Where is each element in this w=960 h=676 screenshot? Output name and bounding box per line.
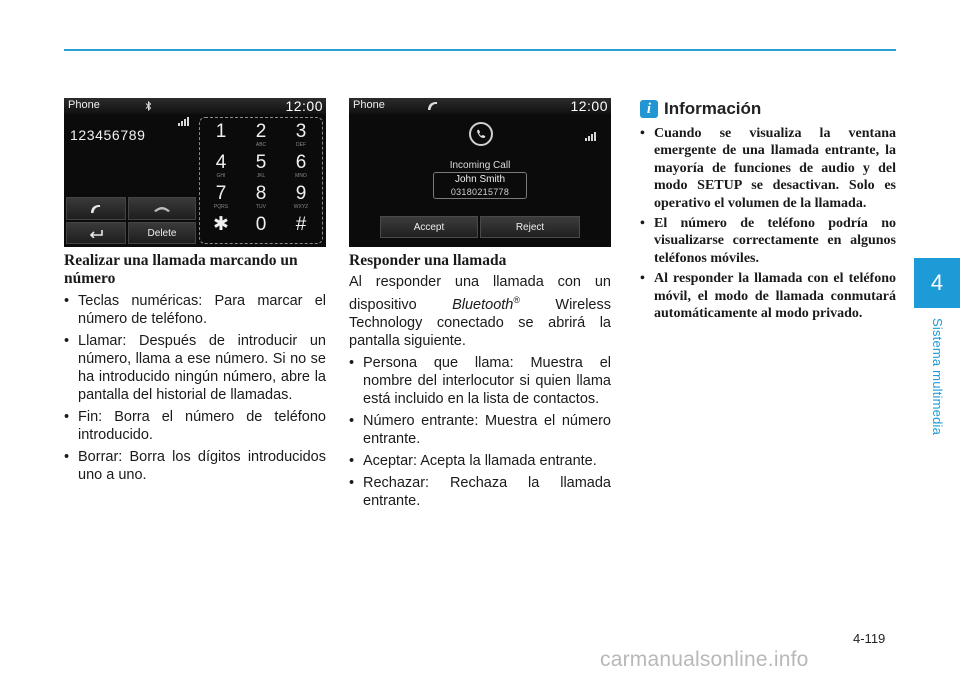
list-item: • Cuando se visualiza la ventana emergente de una llamada entrante, la mayoría de funciones de audio y del modo SETUP se desactivan. Solo es operativo el volumen de la llamada. [640, 125, 896, 212]
bullet-list [349, 354, 611, 510]
phone-handset-icon [427, 101, 438, 111]
dialed-number: 123456789 [70, 127, 146, 143]
list-item: • Fin: Borra el número de teléfono introducido. [64, 408, 326, 444]
numeric-keypad [199, 117, 323, 244]
call-icon [89, 203, 103, 215]
dial-pad-screenshot [64, 98, 326, 247]
list-item: • Rechazar: Rechaza la llamada entrante. [349, 474, 611, 510]
info-icon: i [640, 100, 658, 118]
screen-header [64, 98, 326, 114]
screen-time: 12:00 [285, 98, 323, 114]
list-item: • Persona que llama: Muestra el nombre del interlocutor si quien llama está incluido en la lista de contactos. [349, 354, 611, 408]
chapter-label-text: Sistema multimedia [930, 318, 945, 436]
back-arrow-icon [88, 228, 104, 238]
bluetooth-brand: Bluetooth [452, 296, 514, 313]
key-3[interactable]: 3 DEF [295, 121, 307, 148]
key-hash[interactable]: # [295, 214, 307, 235]
key-1[interactable]: 1 [215, 121, 227, 142]
caller-number: 03180215778 [450, 187, 510, 197]
list-item: • Teclas numéricas: Para marcar el número de teléfono. [64, 292, 326, 328]
key-5[interactable]: 5 JKL [255, 152, 267, 179]
delete-button[interactable]: Delete [128, 222, 196, 244]
screen-header [349, 98, 611, 114]
signal-icon [585, 131, 599, 141]
info-bullet-list [640, 125, 896, 322]
page-number: 4-119 [853, 631, 886, 646]
section-heading: Realizar una llamada marcando un número [64, 252, 298, 287]
header-rule [64, 49, 896, 51]
key-6[interactable]: 6 MNO [295, 152, 307, 179]
watermark: carmanualsonline.info [600, 648, 809, 671]
back-button[interactable] [66, 222, 126, 244]
list-item: • El número de teléfono podría no visualizarse correctamente en algunos teléfonos móviles. [640, 215, 896, 267]
accept-button[interactable]: Accept [380, 216, 478, 238]
end-call-icon [153, 204, 171, 214]
key-0[interactable]: 0 [255, 214, 267, 235]
bullet-list [64, 292, 326, 484]
screen-title: Phone [68, 99, 100, 111]
intro-paragraph: Al responder una llamada con un dispositivo Bluetooth® Wireless Technology conectado se abrirá la pantalla siguiente. [349, 274, 611, 349]
key-7[interactable]: 7 PQRS [213, 183, 229, 210]
key-8[interactable]: 8 TUV [255, 183, 267, 210]
key-4[interactable]: 4 GHI [215, 152, 227, 179]
section-heading: Responder una llamada [349, 252, 507, 269]
incoming-call-screenshot [349, 98, 611, 247]
end-call-button[interactable] [128, 197, 196, 220]
incoming-call-label: Incoming Call [449, 160, 511, 171]
reject-button[interactable]: Reject [480, 216, 580, 238]
incoming-call-icon [469, 122, 493, 146]
list-item: • Aceptar: Acepta la llamada entrante. [349, 452, 611, 470]
caller-name: John Smith [454, 174, 506, 185]
screen-time: 12:00 [570, 98, 608, 114]
list-item: • Al responder la llamada con el teléfono móvil, el modo de llamada conmutará automáticamente al modo privado. [640, 270, 896, 322]
chapter-number-tab: 4 [914, 258, 960, 308]
answering-section [349, 252, 611, 510]
key-9[interactable]: 9 WXYZ [293, 183, 309, 210]
key-star[interactable]: ✱ [213, 214, 229, 235]
list-item: • Número entrante: Muestra el número entrante. [349, 412, 611, 448]
info-title: Información [664, 99, 762, 118]
dialing-section [64, 252, 326, 484]
info-header [640, 96, 896, 122]
bluetooth-icon [145, 101, 152, 111]
caller-info-box [433, 172, 527, 199]
key-2[interactable]: 2 ABC [255, 121, 267, 148]
screen-title: Phone [353, 99, 385, 111]
list-item: • Borrar: Borra los dígitos introducidos uno a uno. [64, 448, 326, 484]
list-item: • Llamar: Después de introducir un número, llama a ese número. Si no se ha introducido ningún número, abre la pantalla del historial de llamadas. [64, 332, 326, 404]
signal-icon [178, 116, 192, 126]
info-section [640, 96, 896, 322]
call-button[interactable] [66, 197, 126, 220]
